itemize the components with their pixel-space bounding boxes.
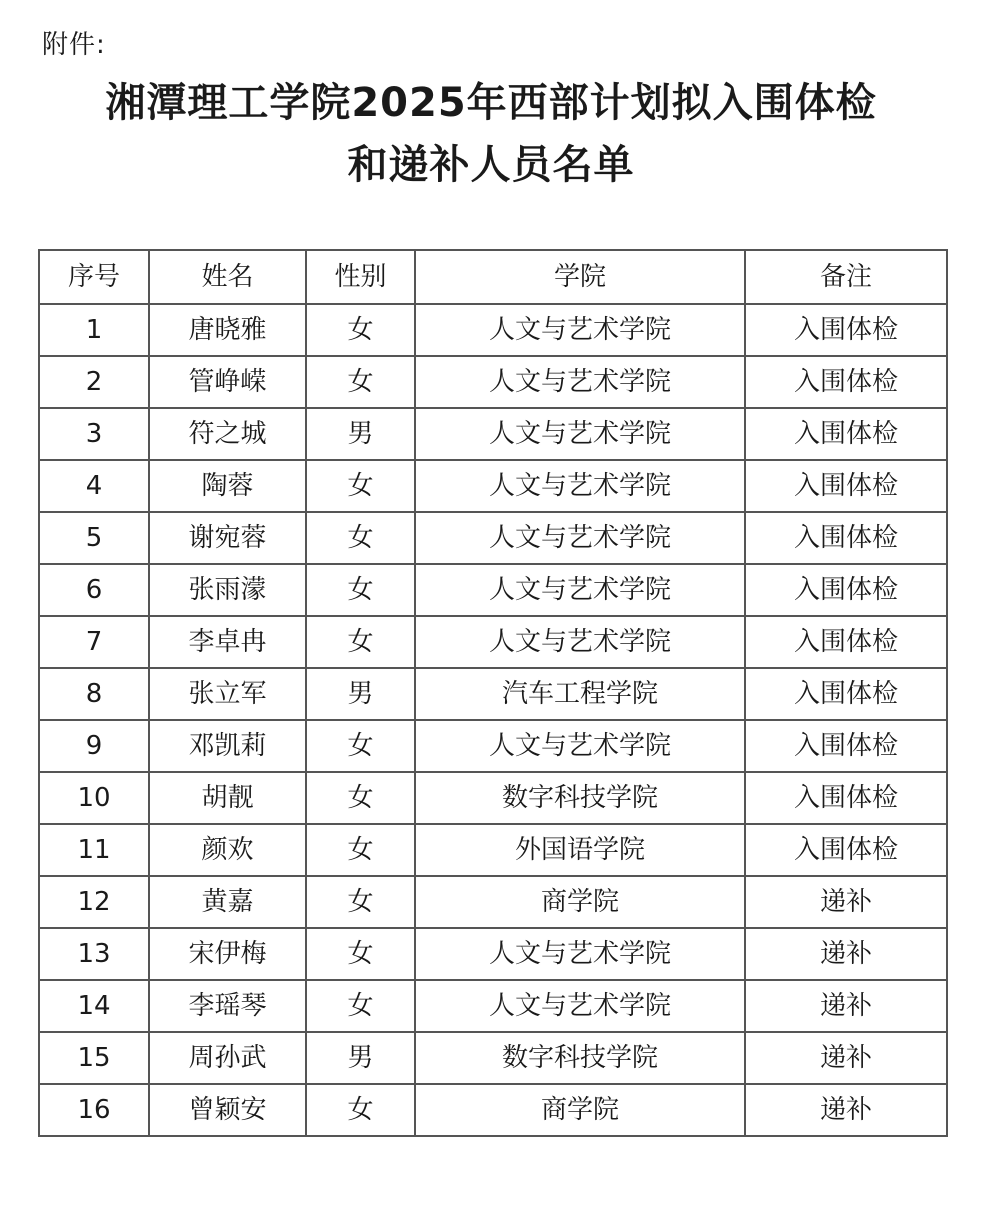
remark-cell: 入围体检 bbox=[745, 304, 947, 356]
table-row bbox=[39, 512, 947, 564]
college-cell: 外国语学院 bbox=[415, 824, 745, 876]
name-cell: 宋伊梅 bbox=[149, 928, 306, 980]
name-cell: 胡靓 bbox=[149, 772, 306, 824]
header-serial-number: 序号 bbox=[39, 250, 149, 304]
header-remark: 备注 bbox=[745, 250, 947, 304]
college-cell: 人文与艺术学院 bbox=[415, 720, 745, 772]
name-cell: 张立军 bbox=[149, 668, 306, 720]
college-cell: 商学院 bbox=[415, 1084, 745, 1136]
serial-cell: 2 bbox=[39, 356, 149, 408]
college-cell: 汽车工程学院 bbox=[415, 668, 745, 720]
gender-cell: 女 bbox=[306, 824, 415, 876]
attachment-label: 附件: bbox=[42, 30, 106, 60]
college-cell: 人文与艺术学院 bbox=[415, 564, 745, 616]
document-title-line-1: 湘潭理工学院2025年西部计划拟入围体检 bbox=[105, 80, 877, 126]
gender-cell: 女 bbox=[306, 460, 415, 512]
college-cell: 数字科技学院 bbox=[415, 1032, 745, 1084]
table-row bbox=[39, 460, 947, 512]
name-cell: 曾颖安 bbox=[149, 1084, 306, 1136]
college-cell: 商学院 bbox=[415, 876, 745, 928]
table-row bbox=[39, 980, 947, 1032]
table-row bbox=[39, 564, 947, 616]
remark-cell: 递补 bbox=[745, 928, 947, 980]
gender-cell: 男 bbox=[306, 668, 415, 720]
serial-cell: 15 bbox=[39, 1032, 149, 1084]
serial-cell: 3 bbox=[39, 408, 149, 460]
table-row bbox=[39, 408, 947, 460]
college-cell: 人文与艺术学院 bbox=[415, 616, 745, 668]
college-cell: 人文与艺术学院 bbox=[415, 460, 745, 512]
table-row bbox=[39, 1032, 947, 1084]
serial-cell: 6 bbox=[39, 564, 149, 616]
college-cell: 人文与艺术学院 bbox=[415, 304, 745, 356]
name-cell: 谢宛蓉 bbox=[149, 512, 306, 564]
college-cell: 人文与艺术学院 bbox=[415, 980, 745, 1032]
gender-cell: 女 bbox=[306, 1084, 415, 1136]
remark-cell: 入围体检 bbox=[745, 408, 947, 460]
name-cell: 管峥嵘 bbox=[149, 356, 306, 408]
document-title-line-2: 和递补人员名单 bbox=[347, 142, 635, 188]
table-row bbox=[39, 876, 947, 928]
gender-cell: 女 bbox=[306, 356, 415, 408]
remark-cell: 入围体检 bbox=[745, 564, 947, 616]
remark-cell: 递补 bbox=[745, 876, 947, 928]
serial-cell: 5 bbox=[39, 512, 149, 564]
remark-cell: 入围体检 bbox=[745, 668, 947, 720]
table-row bbox=[39, 356, 947, 408]
college-cell: 人文与艺术学院 bbox=[415, 928, 745, 980]
serial-cell: 14 bbox=[39, 980, 149, 1032]
gender-cell: 女 bbox=[306, 772, 415, 824]
gender-cell: 女 bbox=[306, 304, 415, 356]
header-gender: 性别 bbox=[306, 250, 415, 304]
serial-cell: 12 bbox=[39, 876, 149, 928]
table-row bbox=[39, 824, 947, 876]
serial-cell: 11 bbox=[39, 824, 149, 876]
gender-cell: 女 bbox=[306, 980, 415, 1032]
serial-cell: 16 bbox=[39, 1084, 149, 1136]
name-cell: 张雨濛 bbox=[149, 564, 306, 616]
gender-cell: 女 bbox=[306, 928, 415, 980]
roster-body bbox=[39, 304, 947, 1136]
gender-cell: 男 bbox=[306, 408, 415, 460]
college-cell: 数字科技学院 bbox=[415, 772, 745, 824]
remark-cell: 入围体检 bbox=[745, 616, 947, 668]
table-row bbox=[39, 668, 947, 720]
table-row bbox=[39, 304, 947, 356]
header-college: 学院 bbox=[415, 250, 745, 304]
remark-cell: 入围体检 bbox=[745, 720, 947, 772]
college-cell: 人文与艺术学院 bbox=[415, 512, 745, 564]
serial-cell: 8 bbox=[39, 668, 149, 720]
remark-cell: 递补 bbox=[745, 1032, 947, 1084]
serial-cell: 10 bbox=[39, 772, 149, 824]
table-row bbox=[39, 772, 947, 824]
gender-cell: 女 bbox=[306, 512, 415, 564]
remark-cell: 递补 bbox=[745, 980, 947, 1032]
gender-cell: 女 bbox=[306, 564, 415, 616]
remark-cell: 入围体检 bbox=[745, 356, 947, 408]
remark-cell: 入围体检 bbox=[745, 824, 947, 876]
name-cell: 邓凯莉 bbox=[149, 720, 306, 772]
remark-cell: 递补 bbox=[745, 1084, 947, 1136]
roster-table bbox=[38, 249, 948, 1137]
table-row bbox=[39, 720, 947, 772]
serial-cell: 4 bbox=[39, 460, 149, 512]
remark-cell: 入围体检 bbox=[745, 512, 947, 564]
college-cell: 人文与艺术学院 bbox=[415, 408, 745, 460]
name-cell: 陶蓉 bbox=[149, 460, 306, 512]
table-row bbox=[39, 1084, 947, 1136]
name-cell: 李卓冉 bbox=[149, 616, 306, 668]
name-cell: 黄嘉 bbox=[149, 876, 306, 928]
gender-cell: 女 bbox=[306, 720, 415, 772]
table-row bbox=[39, 616, 947, 668]
serial-cell: 9 bbox=[39, 720, 149, 772]
serial-cell: 7 bbox=[39, 616, 149, 668]
remark-cell: 入围体检 bbox=[745, 460, 947, 512]
name-cell: 李瑶琴 bbox=[149, 980, 306, 1032]
name-cell: 唐晓雅 bbox=[149, 304, 306, 356]
serial-cell: 13 bbox=[39, 928, 149, 980]
college-cell: 人文与艺术学院 bbox=[415, 356, 745, 408]
header-name: 姓名 bbox=[149, 250, 306, 304]
gender-cell: 女 bbox=[306, 876, 415, 928]
name-cell: 颜欢 bbox=[149, 824, 306, 876]
table-row bbox=[39, 928, 947, 980]
name-cell: 周孙武 bbox=[149, 1032, 306, 1084]
gender-cell: 女 bbox=[306, 616, 415, 668]
header-row bbox=[39, 250, 947, 304]
name-cell: 符之城 bbox=[149, 408, 306, 460]
gender-cell: 男 bbox=[306, 1032, 415, 1084]
remark-cell: 入围体检 bbox=[745, 772, 947, 824]
serial-cell: 1 bbox=[39, 304, 149, 356]
